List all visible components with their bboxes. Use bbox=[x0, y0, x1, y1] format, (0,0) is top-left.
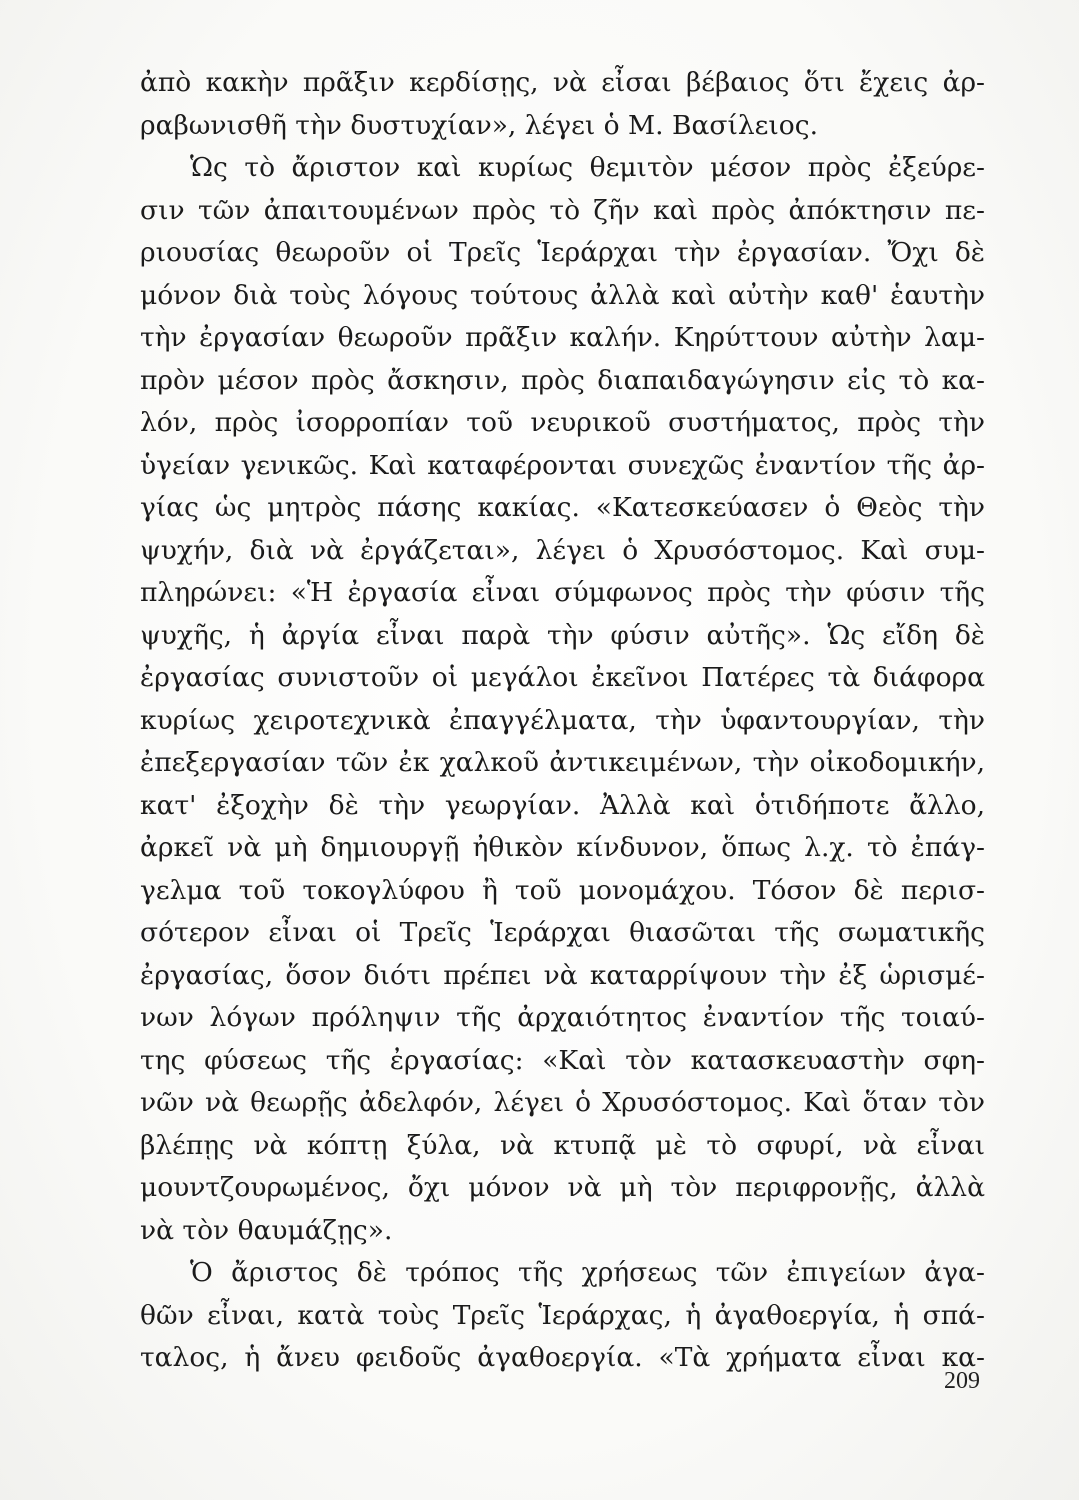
text-line: κατ' ἐξοχὴν δὲ τὴν γεωργίαν. Ἀλλὰ καὶ ὁτιδήποτε ἄλλο, bbox=[140, 789, 985, 821]
text-line: κυρίως χειροτεχνικὰ ἐπαγγέλματα, τὴν ὑφαντουργίαν, τὴν bbox=[140, 704, 985, 736]
text-line: νῶν νὰ θεωρῇς ἀδελφόν, λέγει ὁ Χρυσόστομος. Καὶ ὅταν τὸν bbox=[140, 1087, 985, 1118]
body-text bbox=[140, 62, 985, 1380]
text-line: σιν τῶν ἀπαιτουμένων πρὸς τὸ ζῆν καὶ πρὸς ἀπόκτησιν πε- bbox=[140, 194, 985, 226]
text-line: μόνον διὰ τοὺς λόγους τούτους ἀλλὰ καὶ αὐτὴν καθ' ἑαυτὴν bbox=[140, 279, 985, 311]
text-line: βλέπῃς νὰ κόπτῃ ξύλα, νὰ κτυπᾷ μὲ τὸ σφυρί, νὰ εἶναι bbox=[140, 1129, 985, 1161]
text-line: νων λόγων πρόληψιν τῆς ἀρχαιότητος ἐναντίον τῆς τοιαύ- bbox=[140, 1002, 985, 1033]
text-line: ἀρκεῖ νὰ μὴ δημιουργῇ ἠθικὸν κίνδυνον, ὅπως λ.χ. τὸ ἐπάγ- bbox=[140, 832, 985, 863]
text-line: τὴν ἐργασίαν θεωροῦν πρᾶξιν καλήν. Κηρύττουν αὐτὴν λαμ- bbox=[140, 322, 985, 353]
text-line: λόν, πρὸς ἰσορροπίαν τοῦ νευρικοῦ συστήματος, πρὸς τὴν bbox=[140, 407, 985, 438]
text-line: ἀπὸ κακὴν πρᾶξιν κερδίσῃς, νὰ εἶσαι βέβαιος ὅτι ἔχεις ἀρ- bbox=[140, 67, 985, 98]
text-line: μουντζουρωμένος, ὄχι μόνον νὰ μὴ τὸν περιφρονῇς, ἀλλὰ bbox=[140, 1172, 985, 1203]
text-line: ἐργασίας συνιστοῦν οἱ μεγάλοι ἐκεῖνοι Πατέρες τὰ διάφορα bbox=[140, 662, 985, 693]
text-line: πληρώνει: «Ἡ ἐργασία εἶναι σύμφωνος πρὸς τὴν φύσιν τῆς bbox=[140, 577, 985, 608]
text-line: ταλος, ἡ ἄνευ φειδοῦς ἀγαθοεργία. «Τὰ χρήματα εἶναι κα- bbox=[140, 1342, 985, 1373]
text-line: Ὁ ἄριστος δὲ τρόπος τῆς χρήσεως τῶν ἐπιγείων ἀγα- bbox=[190, 1257, 985, 1288]
text-line: της φύσεως τῆς ἐργασίας: «Καὶ τὸν κατασκευαστὴν σφη- bbox=[140, 1044, 985, 1076]
text-line: ἐργασίας, ὅσον διότι πρέπει νὰ καταρρίψουν τὴν ἐξ ὡρισμέ- bbox=[140, 959, 985, 991]
text-line: σότερον εἶναι οἱ Τρεῖς Ἱεράρχαι θιασῶται τῆς σωματικῆς bbox=[140, 917, 985, 948]
text-line: νὰ τὸν θαυμάζῃς». bbox=[140, 1214, 393, 1246]
text-line: ραβωνισθῆ τὴν δυστυχίαν», λέγει ὁ Μ. Βασίλειος. bbox=[140, 109, 819, 141]
text-line: ψυχήν, διὰ νὰ ἐργάζεται», λέγει ὁ Χρυσόστομος. Καὶ συμ- bbox=[140, 534, 985, 566]
text-line: ἐπεξεργασίαν τῶν ἐκ χαλκοῦ ἀντικειμένων, τὴν οἰκοδομικήν, bbox=[140, 747, 985, 778]
text-line: Ὡς τὸ ἄριστον καὶ κυρίως θεμιτὸν μέσον πρὸς ἐξεύρε- bbox=[190, 152, 985, 183]
page-number: 209 bbox=[944, 1368, 980, 1394]
text-line: ψυχῆς, ἡ ἀργία εἶναι παρὰ τὴν φύσιν αὐτῆς». Ὡς εἴδη δὲ bbox=[140, 619, 985, 651]
text-line: ὑγείαν γενικῶς. Καὶ καταφέρονται συνεχῶς ἐναντίον τῆς ἀρ- bbox=[140, 449, 985, 481]
text-line: πρὸν μέσον πρὸς ἄσκησιν, πρὸς διαπαιδαγώγησιν εἰς τὸ κα- bbox=[140, 364, 985, 396]
text-line: γελμα τοῦ τοκογλύφου ἢ τοῦ μονομάχου. Τόσον δὲ περισ- bbox=[140, 874, 985, 906]
text-line: γίας ὡς μητρὸς πάσης κακίας. «Κατεσκεύασεν ὁ Θεὸς τὴν bbox=[140, 492, 985, 523]
text-line: θῶν εἶναι, κατὰ τοὺς Τρεῖς Ἱεράρχας, ἡ ἀγαθοεργία, ἡ σπά- bbox=[140, 1299, 985, 1331]
text-line: ριουσίας θεωροῦν οἱ Τρεῖς Ἱεράρχαι τὴν ἐργασίαν. Ὄχι δὲ bbox=[140, 237, 985, 268]
